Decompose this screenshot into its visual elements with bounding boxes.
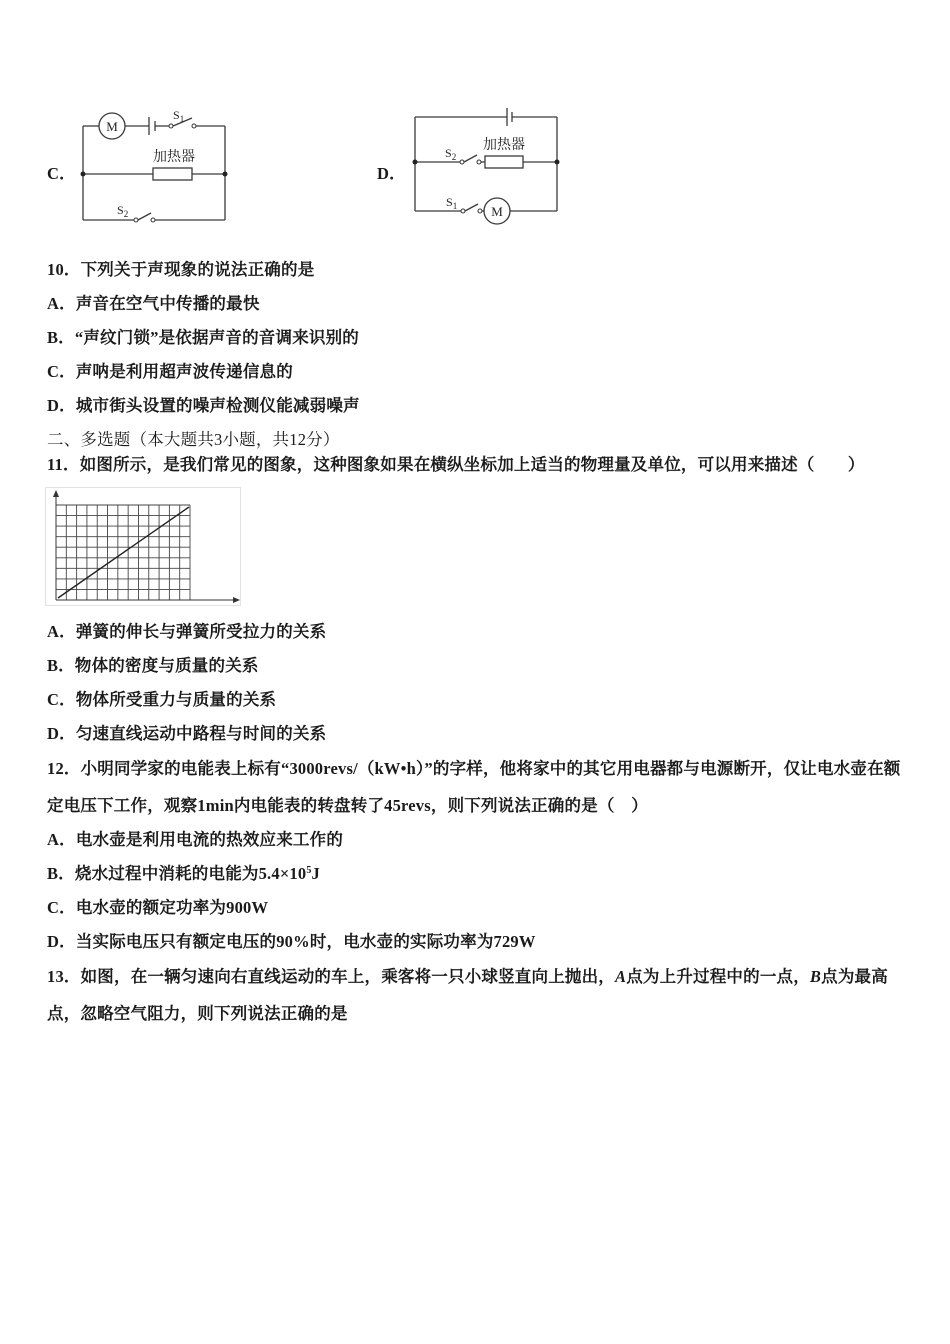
- option-b-text: B．烧水过程中消耗的电能为5.4×10: [47, 864, 307, 883]
- circuit-diagram-c: [75, 100, 240, 230]
- circuit-diagram-d: [405, 100, 570, 225]
- switch-blade: [138, 213, 151, 220]
- switch-contact: [134, 218, 138, 222]
- question-12-stem-line-2: 定电压下工作，观察1min内电能表的转盘转了45revs，则下列说法正确的是（ ）: [47, 796, 648, 815]
- motor-label: M: [491, 204, 503, 219]
- switch-blade: [465, 204, 478, 211]
- question-11-stem: 11．如图所示，是我们常见的图象，这种图象如果在横纵坐标加上适当的物理量及单位，可以用来描述（ ）: [47, 455, 865, 474]
- switch-contact: [192, 124, 196, 128]
- question-13-stem-line-2: 点，忽略空气阻力，则下列说法正确的是: [47, 1004, 348, 1023]
- switch-contact: [460, 160, 464, 164]
- switch-s1-label: [446, 195, 457, 211]
- question-12-option-b: [47, 864, 320, 887]
- switch-subscript: 1: [179, 114, 185, 124]
- switch-contact: [151, 218, 155, 222]
- question-10-option-b: B．“声纹门锁”是依据声音的音调来识别的: [47, 328, 360, 347]
- switch-letter: S: [445, 146, 452, 160]
- junction-dot: [413, 160, 418, 165]
- section-title: 二、多选题（本大题共3小题，共12分）: [47, 430, 340, 449]
- question-12-option-c: C．电水壶的额定功率为900W: [47, 898, 269, 917]
- heater-resistor: [153, 168, 192, 180]
- option-d-label: D．: [377, 164, 406, 183]
- question-10-option-d: D．城市街头设置的噪声检测仪能减弱噪声: [47, 396, 360, 415]
- junction-dot: [223, 172, 228, 177]
- question-11-option-c: C．物体所受重力与质量的关系: [47, 690, 277, 709]
- junction-dot: [555, 160, 560, 165]
- question-11-option-b: B．物体的密度与质量的关系: [47, 656, 259, 675]
- switch-letter: S: [173, 108, 180, 122]
- switch-s2-label: [117, 203, 128, 219]
- switch-subscript: 1: [452, 201, 458, 211]
- stem-text: 点为最高: [821, 967, 888, 986]
- switch-contact: [477, 160, 481, 164]
- option-c-label: C．: [47, 164, 76, 183]
- stem-text: 点为上升过程中的一点，: [626, 967, 810, 986]
- question-10-option-a: A．声音在空气中传播的最快: [47, 294, 260, 313]
- switch-letter: S: [117, 203, 124, 217]
- switch-subscript: 2: [451, 152, 457, 162]
- question-12-option-a: A．电水壶是利用电流的热效应来工作的: [47, 830, 344, 849]
- option-b-exponent: 5: [306, 865, 312, 876]
- junction-dot: [81, 172, 86, 177]
- heater-label: 加热器: [483, 138, 525, 153]
- switch-contact: [461, 209, 465, 213]
- question-12-stem-line-1: 12．小明同学家的电能表上标有“3000revs/（kW•h）”的字样，他将家中的其它用电器都与电源断开，仅让电水壶在额: [47, 759, 901, 778]
- point-a-label: A: [615, 967, 627, 986]
- heater-label: 加热器: [153, 150, 195, 165]
- option-b-unit: J: [311, 864, 320, 883]
- heater-resistor: [485, 156, 523, 168]
- question-10-stem: 10．下列关于声现象的说法正确的是: [47, 260, 315, 279]
- question-11-option-a: A．弹簧的伸长与弹簧所受拉力的关系: [47, 622, 327, 641]
- switch-s1-label: [173, 108, 184, 124]
- switch-contact: [169, 124, 173, 128]
- point-b-label: B: [809, 967, 822, 986]
- question-13-stem-line-1: [47, 967, 888, 987]
- switch-blade: [464, 155, 477, 162]
- stem-text: 13．如图，在一辆匀速向右直线运动的车上，乘客将一只小球竖直向上抛出，: [47, 967, 615, 986]
- question-12-option-d: D．当实际电压只有额定电压的90%时，电水壶的实际功率为729W: [47, 932, 536, 951]
- question-11-option-d: D．匀速直线运动中路程与时间的关系: [47, 724, 327, 743]
- motor-label: M: [106, 119, 118, 134]
- x-axis-arrow: [233, 597, 240, 603]
- switch-contact: [478, 209, 482, 213]
- question-10-option-c: C．声呐是利用超声波传递信息的: [47, 362, 293, 381]
- switch-letter: S: [446, 195, 453, 209]
- switch-s2-label: [445, 146, 456, 162]
- linear-graph-figure: [45, 487, 242, 607]
- switch-subscript: 2: [123, 209, 129, 219]
- y-axis-arrow: [53, 490, 59, 497]
